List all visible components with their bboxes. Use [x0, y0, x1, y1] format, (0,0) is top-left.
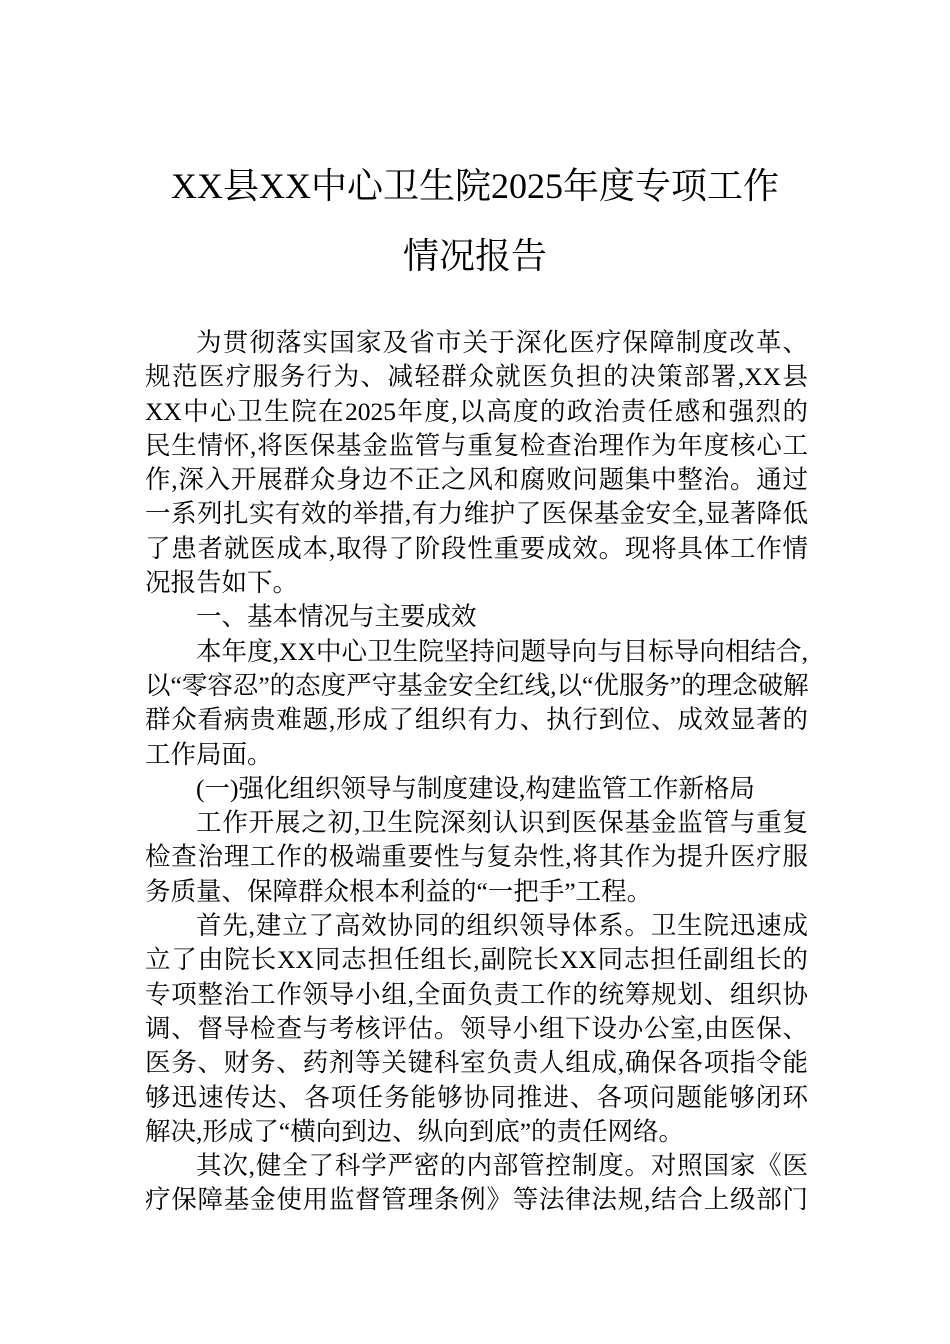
section-heading [145, 772, 808, 806]
text-line: 况报告如下。 [145, 568, 299, 598]
paragraph [145, 635, 808, 772]
text-line: 医务、财务、药剂等关键科室负责人组成,确保各项指令能 [145, 1048, 808, 1078]
text-line: 民生情怀,将医保基金监管与重复检查治理作为年度核心工 [145, 430, 808, 460]
text-line: 务质量、保障群众根本利益的“一把手”工程。 [145, 876, 653, 906]
text-line: 一系列扎实有效的举措,有力维护了医保基金安全,显著降低 [145, 499, 808, 529]
text-line: 作,深入开展群众身边不正之风和腐败问题集中整治。通过 [145, 465, 808, 495]
text-line: 工作局面。 [145, 739, 273, 769]
text-line: 规范医疗服务行为、减轻群众就医负担的决策部署,XX县 [145, 362, 808, 392]
text-line: 群众看病贵难题,形成了组织有力、执行到位、成效显著的 [145, 705, 808, 735]
text-line: XX中心卫生院在2025年度,以高度的政治责任感和强烈的 [145, 396, 808, 426]
text-line: 专项整治工作领导小组,全面负责工作的统筹规划、组织协 [145, 979, 808, 1009]
text-line: 本年度,XX中心卫生院坚持问题导向与目标导向相结合, [196, 636, 808, 666]
text-line: 调、督导检查与考核评估。领导小组下设办公室,由医保、 [145, 1013, 808, 1043]
document-body [145, 326, 808, 1218]
text-line: 疗保障基金使用监督管理条例》等法律法规,结合上级部门 [145, 1185, 808, 1215]
document-title-line2: 情况报告 [402, 236, 547, 276]
section-heading [145, 600, 808, 634]
text-line: 工作开展之初,卫生院深刻认识到医保基金监管与重复 [196, 808, 808, 838]
paragraph [145, 806, 808, 909]
paragraph [145, 326, 808, 600]
text-line: 检查治理工作的极端重要性与复杂性,将其作为提升医疗服 [145, 842, 808, 872]
text-line: 一、基本情况与主要成效 [196, 602, 477, 632]
document-title: XX县XX中心卫生院2025年度专项工作 [171, 166, 779, 206]
text-line: 解决,形成了“横向到边、纵向到底”的责任网络。 [145, 1116, 685, 1146]
text-line: (一)强化组织领导与制度建设,构建监管工作新格局 [196, 773, 755, 803]
text-line: 以“零容忍”的态度严守基金安全红线,以“优服务”的理念破解 [145, 670, 809, 700]
paragraph [145, 1149, 808, 1218]
text-line: 立了由院长XX同志担任组长,副院长XX同志担任副组长的 [145, 945, 808, 975]
text-line: 其次,健全了科学严密的内部管控制度。对照国家《医 [196, 1151, 808, 1181]
text-line: 了患者就医成本,取得了阶段性重要成效。现将具体工作情 [145, 533, 808, 563]
paragraph [145, 909, 808, 1149]
text-line: 够迅速传达、各项任务能够协同推进、各项问题能够闭环 [145, 1082, 808, 1112]
text-line: 为贯彻落实国家及省市关于深化医疗保障制度改革、 [196, 328, 808, 357]
text-line: 首先,建立了高效协同的组织领导体系。卫生院迅速成 [196, 911, 808, 941]
